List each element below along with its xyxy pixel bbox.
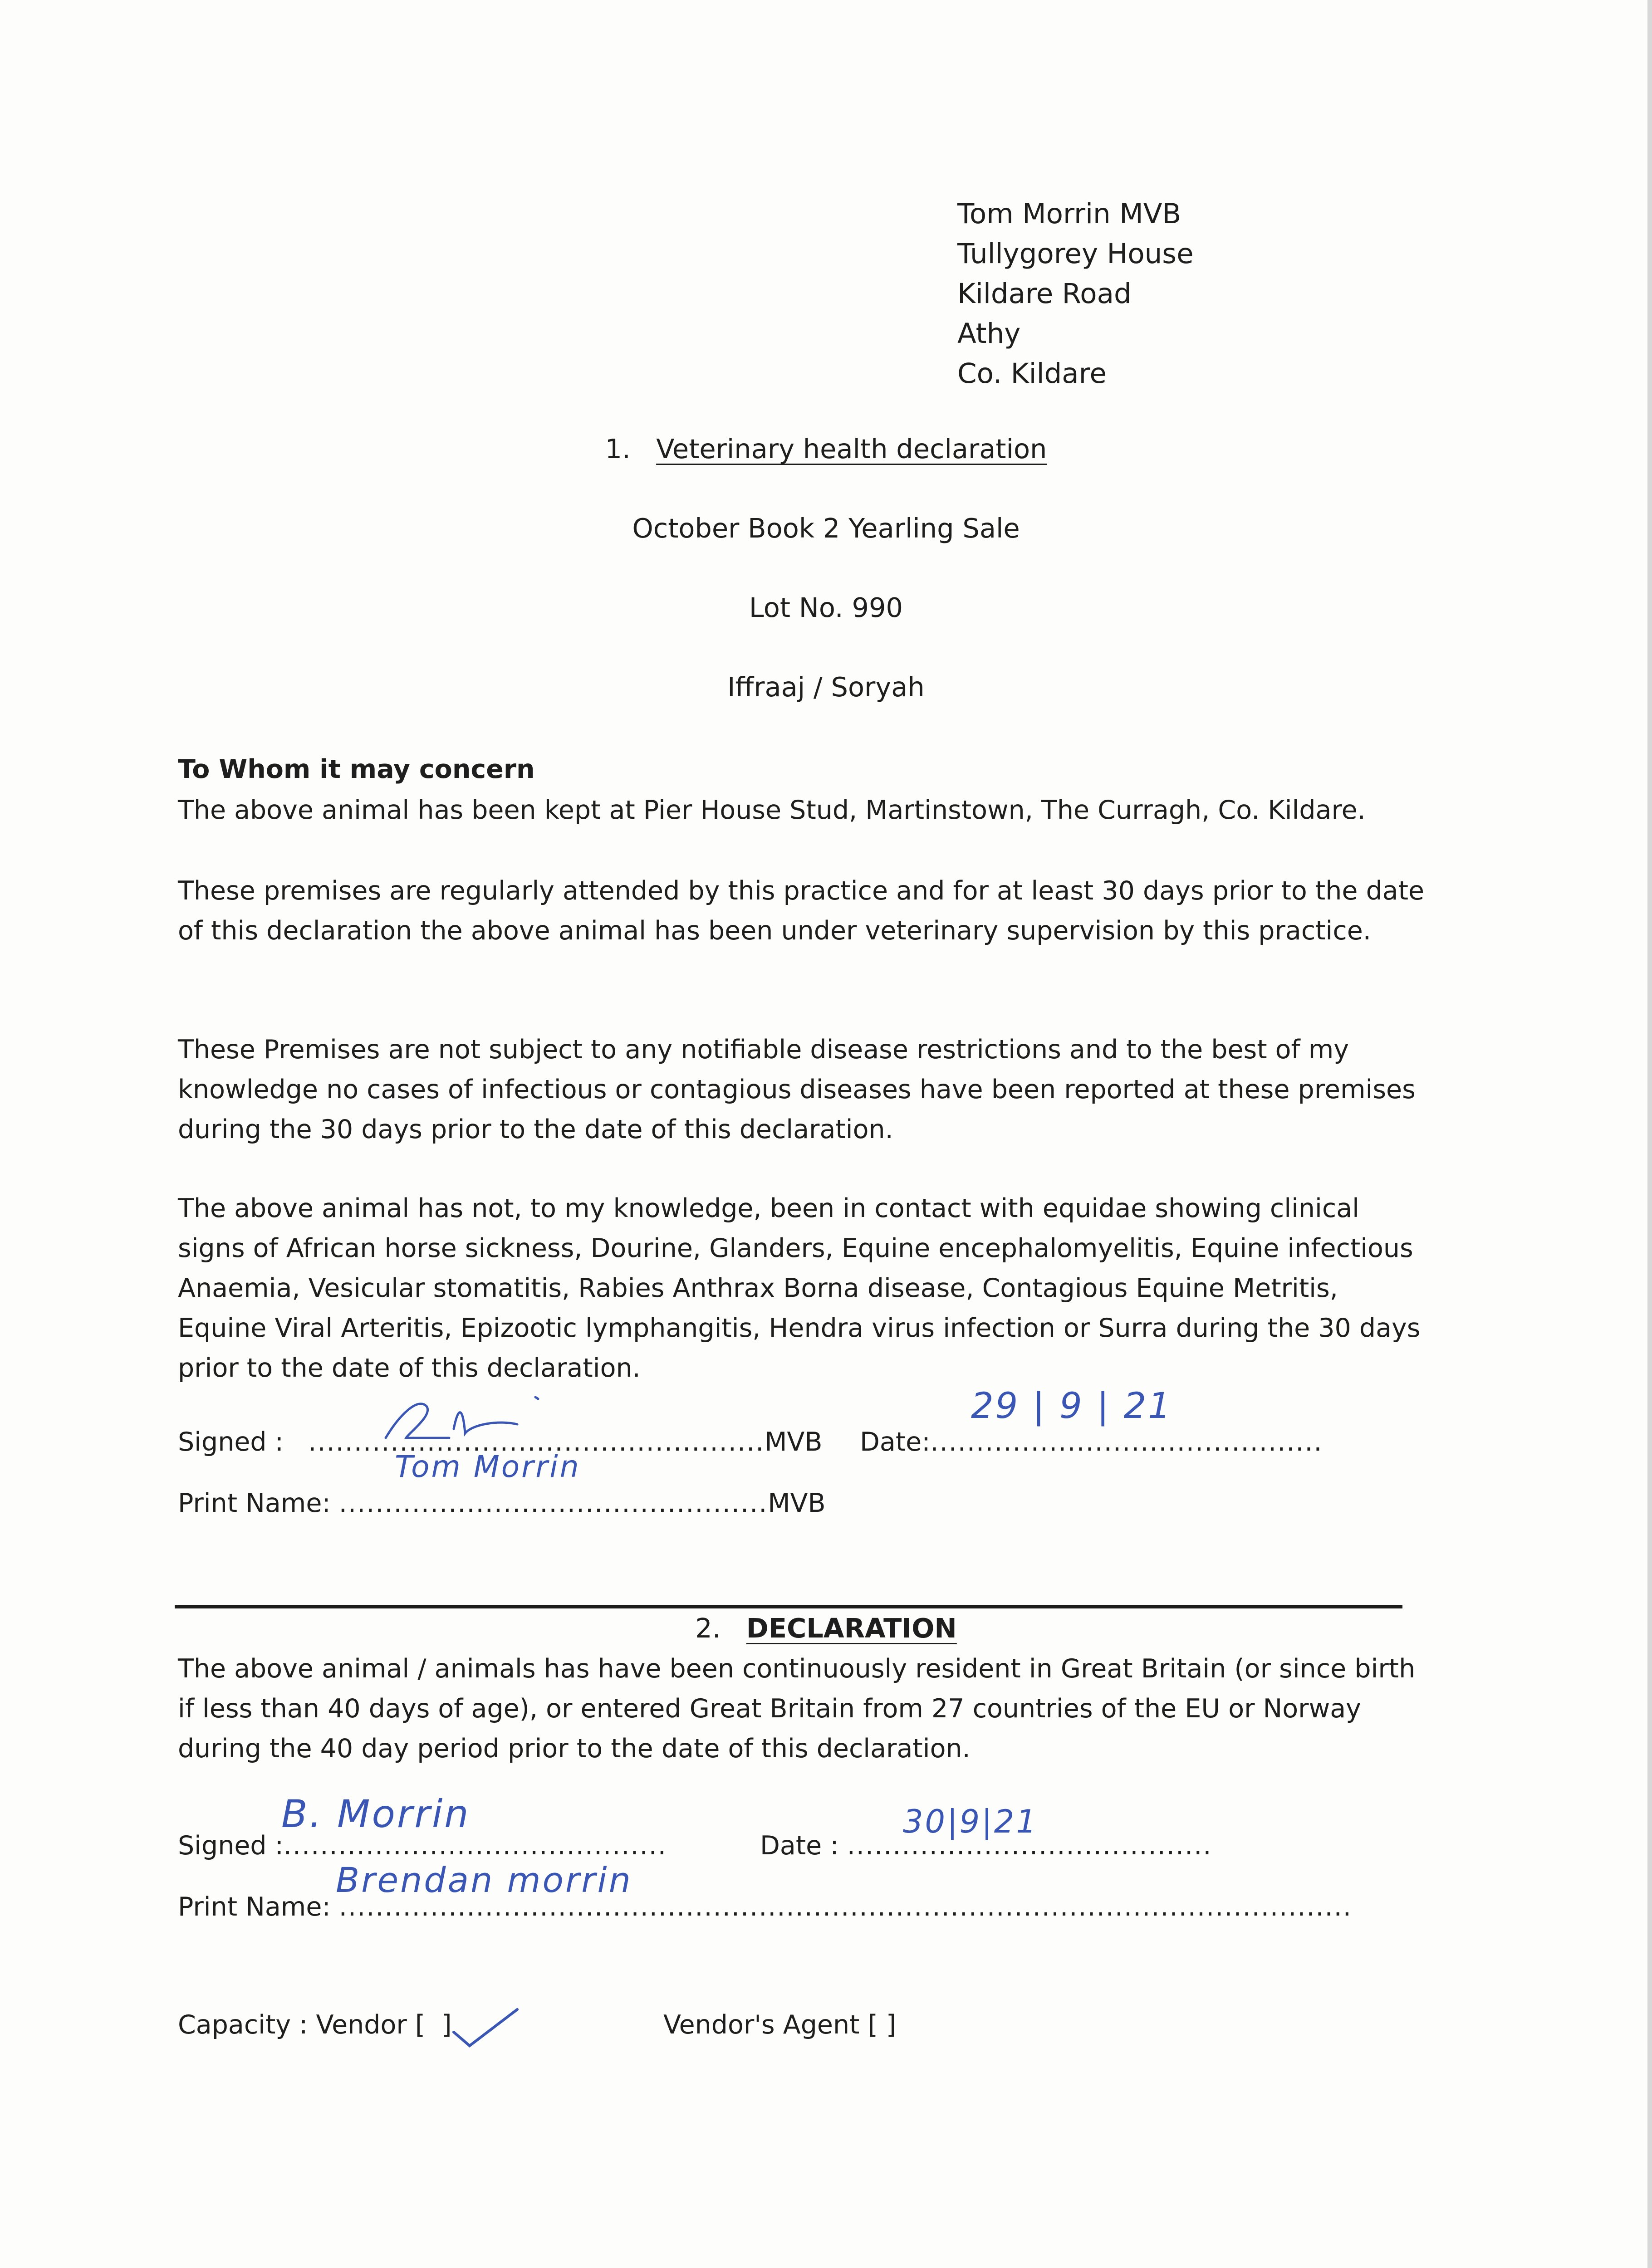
print-name-dots: ............................................................................................................... bbox=[338, 1892, 1352, 1922]
section2-heading: DECLARATION bbox=[746, 1613, 957, 1644]
signature-dots: .......................................... bbox=[283, 1831, 667, 1861]
vet-signature bbox=[381, 1388, 554, 1447]
paragraph-kept: The above animal has been kept at Pier House Stud, Martinstown, The Curragh, Co. Kildare. bbox=[178, 795, 1366, 825]
mvb-suffix: MVB bbox=[768, 1488, 826, 1518]
signature-dots: .................................................. bbox=[308, 1427, 765, 1457]
section-divider bbox=[175, 1605, 1402, 1608]
vendor-date-handwritten: 30|9|21 bbox=[903, 1803, 1038, 1840]
salutation: To Whom it may concern bbox=[178, 754, 535, 784]
signed-label: Signed : bbox=[178, 1427, 284, 1457]
paragraph-contact: The above animal has not, to my knowledge, been in contact with equidae showing clinical signs of African horse sickness, Dourine, Glanders, Equine encephalomyelitis, Equine infectious Anaemia, Vesicular stomatitis, Rabies Anthrax Borna disease, Contagious Equine Metritis, Equine Viral Arteritis, Epizootic lymphangitis, Hendra virus infection or Surra during the 30 days prior to the date of this declaration. bbox=[178, 1193, 1421, 1383]
capacity-label: Capacity : Vendor [ bbox=[178, 2010, 426, 2040]
capacity-vendor bbox=[178, 2005, 452, 2045]
section2-title bbox=[0, 1613, 1652, 1644]
print-name-label: Print Name: bbox=[178, 1488, 331, 1518]
address-line: Athy bbox=[957, 318, 1021, 350]
vet-date-line bbox=[860, 1422, 1323, 1462]
vendor-signature-handwritten: B. Morrin bbox=[281, 1792, 471, 1836]
mvb-suffix: MVB bbox=[765, 1427, 823, 1457]
pedigree: Iffraaj / Soryah bbox=[727, 671, 925, 703]
section1-number: 1. bbox=[605, 433, 631, 464]
section1-title bbox=[0, 433, 1652, 464]
vendor-print-name-handwritten: Brendan morrin bbox=[336, 1860, 632, 1900]
capacity-vendor-agent: Vendor's Agent [ ] bbox=[663, 2010, 897, 2040]
section2-number: 2. bbox=[695, 1613, 721, 1644]
vet-print-name-handwritten: Tom Morrin bbox=[395, 1449, 581, 1484]
print-name-dots: ............................................... bbox=[338, 1488, 768, 1518]
address-line: Tullygorey House bbox=[957, 238, 1194, 270]
sale-name: October Book 2 Yearling Sale bbox=[632, 513, 1020, 544]
vet-date-handwritten: 29 | 9 | 21 bbox=[971, 1386, 1172, 1427]
paragraph-residence: The above animal / animals has have been continuously resident in Great Britain (or since birth if less than 40 days of age), or entered Great Britain from 27 countries of the EU or Norway during the 40 day period prior to the date of this declaration. bbox=[178, 1654, 1416, 1764]
date-dots: ........................................... bbox=[930, 1427, 1323, 1457]
address-line: Tom Morrin MVB bbox=[957, 198, 1181, 230]
vet-print-name-line bbox=[178, 1483, 826, 1523]
paragraph-premises: These premises are regularly attended by this practice and for at least 30 days prior to the date of this declaration the above animal has been under veterinary supervision by this practice. bbox=[178, 876, 1425, 946]
date-label: Date: bbox=[860, 1427, 931, 1457]
capacity-close: ] bbox=[441, 2010, 452, 2040]
signed-label: Signed : bbox=[178, 1831, 284, 1861]
paragraph-restrictions: These Premises are not subject to any notifiable disease restrictions and to the best of my knowledge no cases of infectious or contagious diseases have been reported at these premises during the 30 days prior to the date of this declaration. bbox=[178, 1035, 1416, 1144]
address-line: Co. Kildare bbox=[957, 357, 1107, 390]
address-line: Kildare Road bbox=[957, 278, 1132, 310]
date-dots: ........................................ bbox=[847, 1831, 1212, 1861]
lot-number: Lot No. 990 bbox=[749, 592, 903, 623]
vendor-check-mark bbox=[449, 2000, 522, 2050]
scan-edge bbox=[1647, 0, 1652, 2268]
date-label: Date : bbox=[760, 1831, 839, 1861]
address-block bbox=[957, 194, 1194, 394]
print-name-label: Print Name: bbox=[178, 1892, 331, 1922]
section1-heading: Veterinary health declaration bbox=[656, 433, 1047, 464]
